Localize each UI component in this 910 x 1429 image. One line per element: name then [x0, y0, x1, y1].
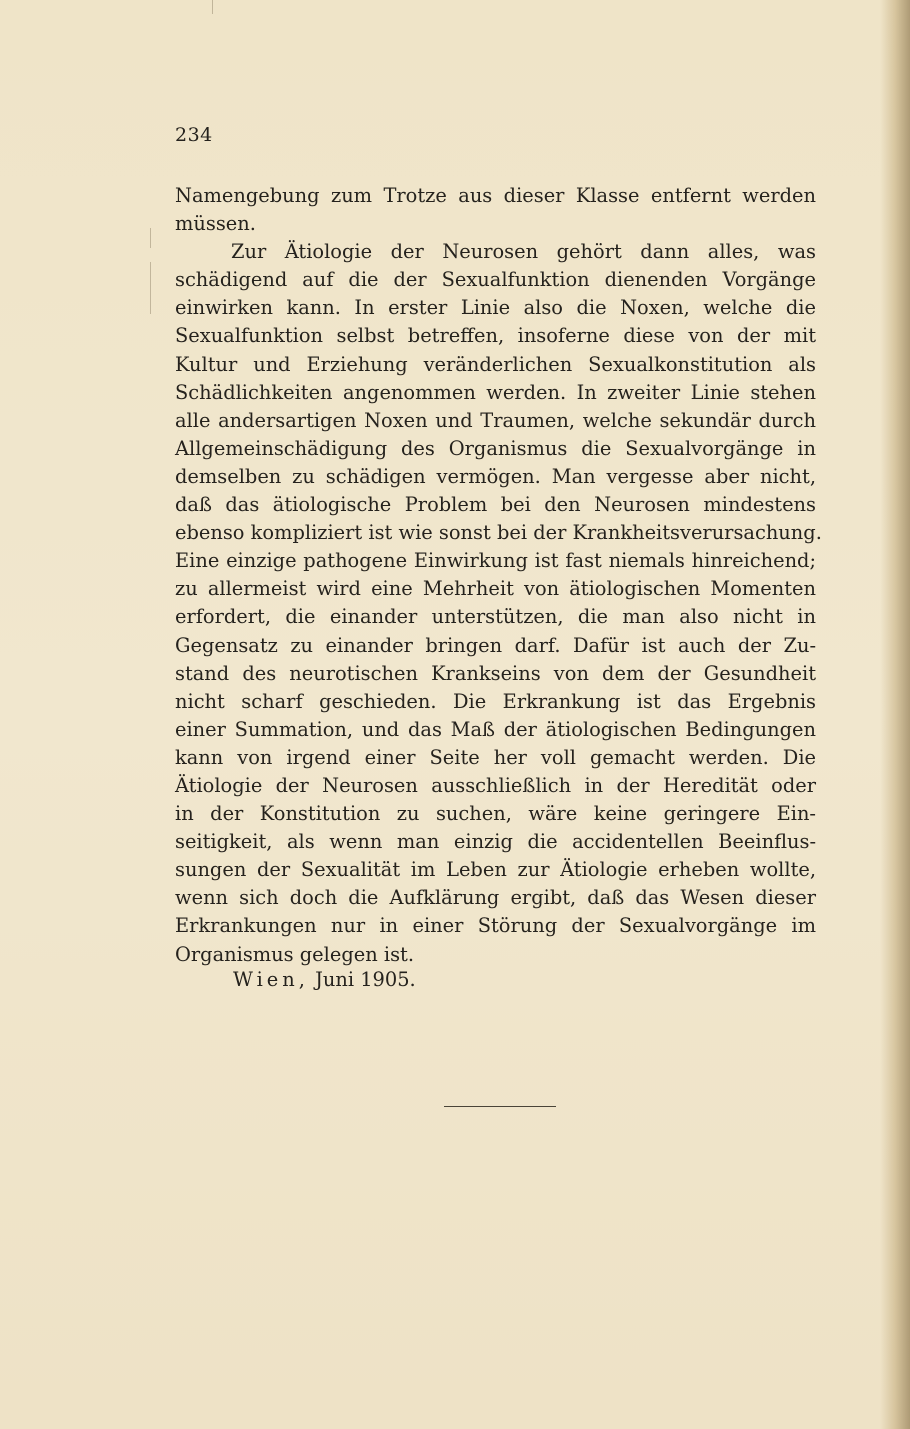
text-line: sungen der Sexualität im Leben zur Ätiologie erheben wollte, [175, 858, 816, 882]
text-line: in der Konstitution zu suchen, wäre keine geringere Ein- [175, 802, 816, 826]
text-line: schädigend auf die der Sexualfunktion dienenden Vorgänge [175, 268, 816, 292]
text-line: zu allermeist wird eine Mehrheit von ätiologischen Momenten [175, 577, 816, 601]
text-line: Gegensatz zu einander bringen darf. Dafür ist auch der Zu- [175, 633, 816, 657]
text-line: Kultur und Erziehung veränderlichen Sexualkonstitution als [175, 352, 816, 376]
text-line: stand des neurotischen Krankseins von dem der Gesundheit [175, 661, 816, 685]
signoff-date: Juni 1905. [315, 968, 416, 991]
text-line: einwirken kann. In erster Linie also die Noxen, welche die [175, 296, 816, 320]
text-line: einer Summation, und das Maß der ätiologischen Bedingungen [175, 717, 816, 741]
margin-mark [212, 0, 213, 14]
text-line: nicht scharf geschieden. Die Erkrankung ist das Ergebnis [175, 689, 816, 713]
text-line: Namengebung zum Trotze aus dieser Klasse entfernt werden [175, 184, 816, 207]
signoff [233, 966, 416, 994]
text-line: Organismus gelegen ist. [175, 942, 414, 966]
text-line: kann von irgend einer Seite her voll gemacht werden. Die [175, 745, 816, 769]
text-line: müssen. [175, 212, 256, 236]
body-text [175, 182, 822, 969]
text-line: Allgemeinschädigung des Organismus die Sexualvorgänge in [175, 436, 816, 460]
text-line: Eine einzige pathogene Einwirkung ist fast niemals hinreichend; [175, 549, 816, 573]
text-line: Ätiologie der Neurosen ausschließlich in der Heredität oder [175, 773, 816, 797]
text-line: seitigkeit, als wenn man einzig die accidentellen Beeinflus- [175, 830, 816, 854]
page-number: 234 [175, 124, 213, 146]
section-divider [444, 1106, 556, 1107]
text-line: demselben zu schädigen vermögen. Man vergesse aber nicht, [175, 464, 816, 488]
signoff-place: Wien, [233, 968, 309, 991]
margin-mark [150, 228, 151, 248]
text-line: Zur Ätiologie der Neurosen gehört dann alles, was [231, 240, 816, 264]
text-line: Schädlichkeiten angenommen werden. In zweiter Linie stehen [175, 380, 816, 404]
text-line: Sexualfunktion selbst betreffen, insoferne diese von der mit [175, 324, 816, 348]
text-line: wenn sich doch die Aufklärung ergibt, daß das Wesen dieser [175, 886, 816, 910]
text-line: daß das ätiologische Problem bei den Neurosen mindestens [175, 493, 816, 517]
text-line: alle andersartigen Noxen und Traumen, welche sekundär durch [175, 408, 816, 432]
margin-mark [150, 262, 151, 314]
text-line: ebenso kompliziert ist wie sonst bei der Krankheitsverursachung. [175, 521, 822, 545]
text-line: erfordert, die einander unterstützen, die man also nicht in [175, 605, 816, 629]
text-line: Erkrankungen nur in einer Störung der Sexualvorgänge im [175, 914, 816, 938]
